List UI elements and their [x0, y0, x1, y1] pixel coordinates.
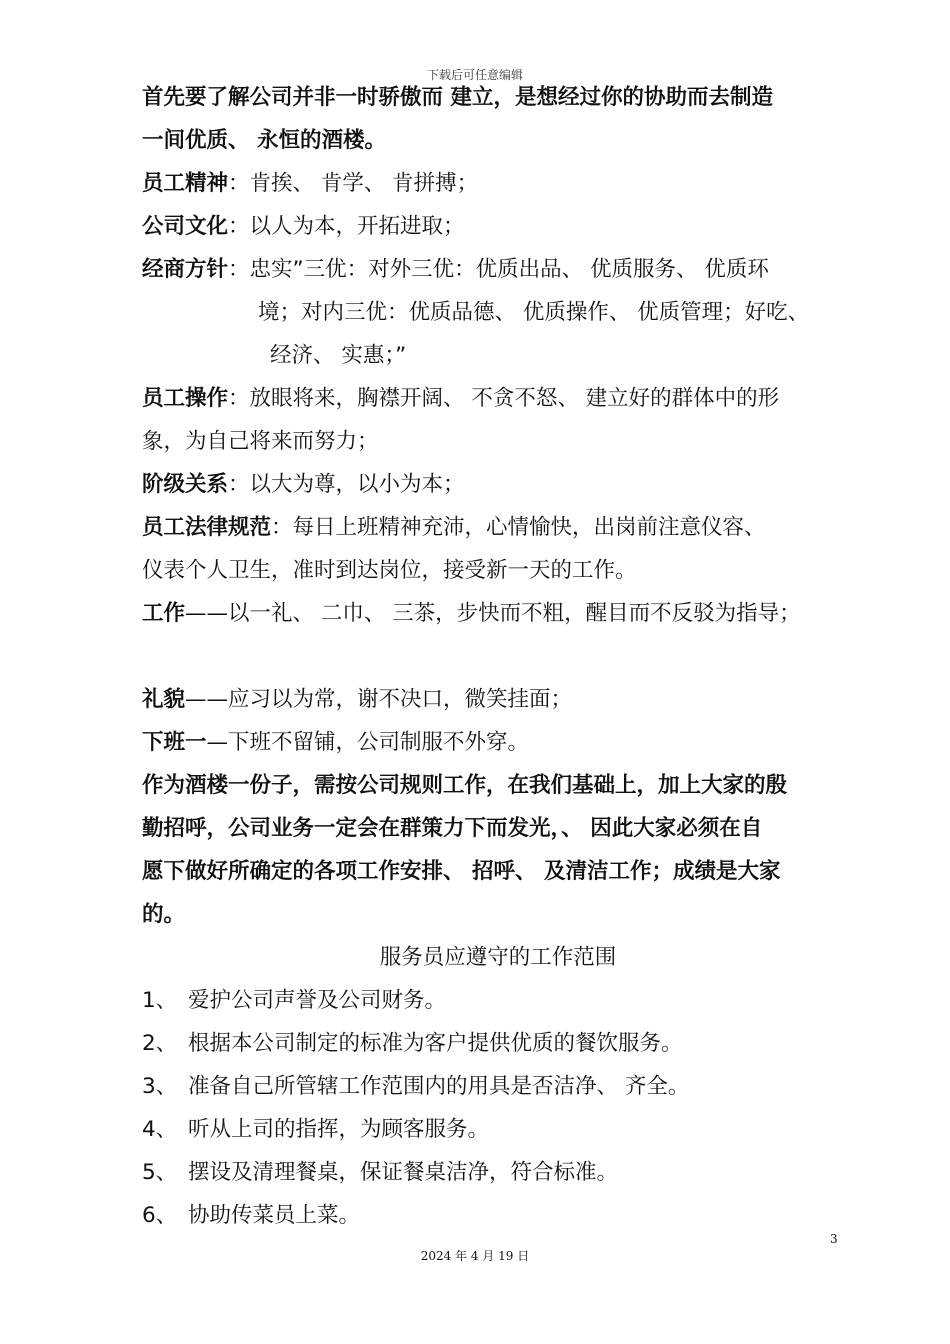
header-note: 下载后可任意编辑 [426, 68, 523, 82]
list-item-number: 2、 [142, 1031, 178, 1056]
list-item [142, 1022, 854, 1065]
employee-operation [142, 377, 854, 420]
business-policy-text-3: 经济、 实惠；” [270, 343, 407, 368]
offduty-rule [142, 721, 854, 764]
business-policy-label: 经商方针 [142, 257, 229, 282]
closing-line-3: 愿下做好所确定的各项工作安排、 招呼、 及清洁工作；成绩是大家 [142, 859, 781, 884]
class-relation-text: ：以大为尊，以小为本； [228, 472, 465, 497]
employee-operation-label: 员工操作 [142, 386, 229, 411]
document-body [142, 76, 854, 1237]
employee-spirit [142, 162, 854, 205]
page-number: 3 [830, 1232, 838, 1246]
list-item-text: 准备自己所管辖工作范围内的用具是否洁净、 齐全。 [188, 1074, 690, 1099]
list-item-text: 摆设及清理餐桌，保证餐桌洁净，符合标准。 [188, 1160, 619, 1185]
list-item-number: 6、 [142, 1203, 178, 1228]
business-policy [142, 248, 854, 291]
employee-operation-text-1: ：放眼将来，胸襟开阔、 不贪不怒、 建立好的群体中的形 [228, 386, 780, 411]
closing-line-1: 作为酒楼一份子，需按公司规则工作，在我们基础上，加上大家的殷 [142, 773, 788, 798]
business-policy-text-2: 境；对内三优：优质品德、 优质操作、 优质管理；好吃、 [258, 300, 810, 325]
list-item-text: 听从上司的指挥，为顾客服务。 [188, 1117, 490, 1142]
list-item-number: 3、 [142, 1074, 178, 1099]
employee-law-text-2: 仪表个人卫生，准时到达岗位，接受新一天的工作。 [142, 558, 637, 583]
section-title: 服务员应遵守的工作范围 [379, 945, 617, 970]
closing-line-4: 的。 [142, 902, 186, 927]
list-item-number: 4、 [142, 1117, 178, 1142]
work-rule-label: 工作 [142, 601, 186, 626]
list-item [142, 1151, 854, 1194]
list-item [142, 1194, 854, 1237]
class-relation-label: 阶级关系 [142, 472, 229, 497]
company-culture-text: ：以人为本，开拓进取； [228, 214, 465, 239]
manners-rule-text: ——应习以为常，谢不决口，微笑挂面； [185, 687, 573, 712]
list-item [142, 1065, 854, 1108]
list-item-number: 1、 [142, 988, 178, 1013]
manners-rule [142, 678, 854, 721]
closing-line-2: 勤招呼，公司业务一定会在群策力下而发光，、 因此大家必须在自 [142, 816, 763, 841]
employee-law-label: 员工法律规范 [142, 515, 272, 540]
employee-law-text-1: ：每日上班精神充沛，心情愉快，出岗前注意仪容、 [271, 515, 766, 540]
employee-law [142, 506, 854, 549]
spacer [142, 635, 854, 678]
intro-line-1: 首先要了解公司并非一时骄傲而 建立，是想经过你的协助而去制造 [142, 85, 773, 110]
employee-spirit-text: ：肯挨、 肯学、 肯拼搏； [228, 171, 479, 196]
employee-operation-text-2: 象，为自己将来而努力； [142, 429, 379, 454]
footer-date: 2024 年 4 月 19 日 [420, 1249, 530, 1263]
work-rule-text: ——以一礼、 二巾、 三茶，步快而不粗，醒目而不反驳为指导； [185, 601, 801, 626]
list-item [142, 1108, 854, 1151]
list-item-text: 根据本公司制定的标准为客户提供优质的餐饮服务。 [188, 1031, 683, 1056]
company-culture [142, 205, 854, 248]
company-culture-label: 公司文化 [142, 214, 229, 239]
employee-spirit-label: 员工精神 [142, 171, 229, 196]
work-rule [142, 592, 854, 635]
list-item-text: 协助传菜员上菜。 [188, 1203, 361, 1228]
list-item [142, 979, 854, 1022]
manners-rule-label: 礼貌 [142, 687, 186, 712]
list-item-text: 爱护公司声誉及公司财务。 [188, 988, 447, 1013]
list-item-number: 5、 [142, 1160, 178, 1185]
offduty-rule-label: 下班一 [142, 730, 207, 755]
intro-line-2: 一间优质、 永恒的酒楼。 [142, 128, 386, 153]
class-relation [142, 463, 854, 506]
offduty-rule-text: —下班不留铺，公司制服不外穿。 [206, 730, 530, 755]
business-policy-text-1: ：忠实”三优：对外三优：优质出品、 优质服务、 优质环 [228, 257, 769, 282]
